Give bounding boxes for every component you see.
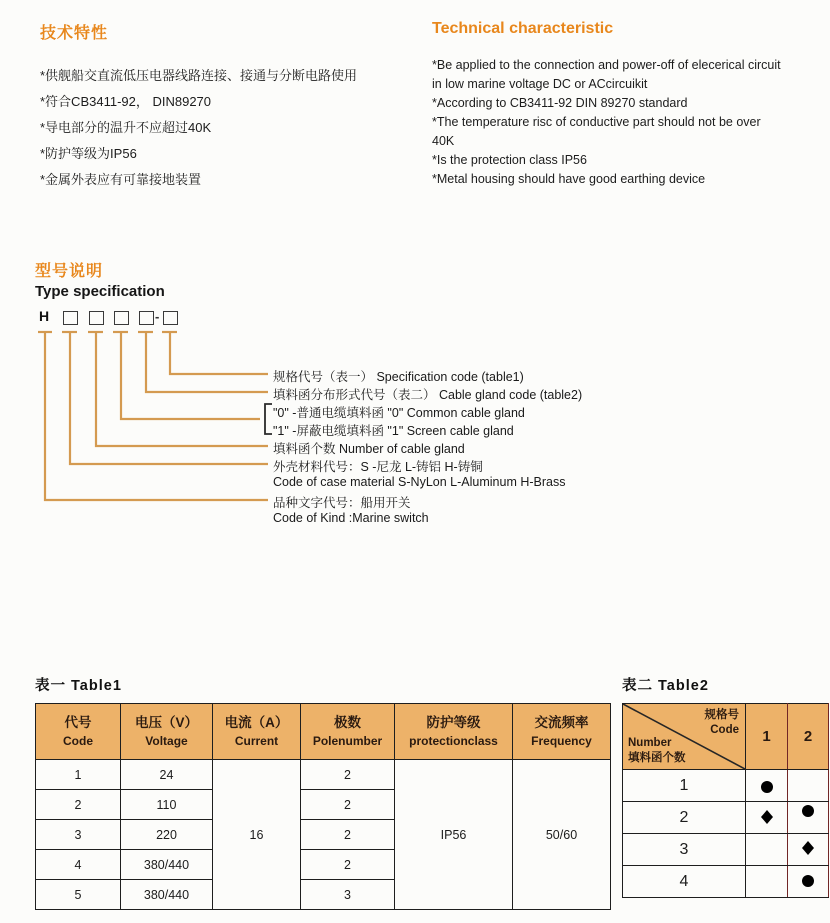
tech-en-lines — [432, 56, 817, 189]
cell-gland-symbol — [746, 834, 788, 866]
spec-label-case-material-cn: 外壳材料代号：S -尼龙 L-铸铝 H-铸铜 — [273, 460, 483, 474]
cell-frequency-merged: 50/60 — [513, 760, 611, 910]
spec-label-common-gland: "0" -普通电缆填料函 "0" Common cable gland — [273, 406, 525, 420]
tech-characteristics-en — [432, 20, 817, 189]
tech-en-line: in low marine voltage DC or ACcircuikit — [432, 77, 648, 91]
table2-row — [623, 770, 829, 802]
cell-code: 2 — [36, 790, 121, 820]
tech-en-line: *Is the protection class IP56 — [432, 153, 587, 167]
spec-label-screen-gland: "1" -屏蔽电缆填料函 "1" Screen cable gland — [273, 424, 514, 438]
cell-poles: 3 — [301, 880, 395, 910]
cell-poles: 2 — [301, 760, 395, 790]
table2-title: 表二 Table2 — [622, 678, 709, 694]
cell-voltage: 380/440 — [121, 880, 213, 910]
table1-row — [36, 760, 611, 790]
table2-row — [623, 802, 829, 834]
tech-characteristics-cn — [40, 20, 420, 193]
gland-circle-double-bottom-icon — [797, 803, 819, 832]
table2-corner-cell — [623, 704, 746, 770]
tech-en-line: *The temperature risc of conductive part should not be over — [432, 115, 761, 129]
table2-row — [623, 866, 829, 898]
model-code-dash: - — [155, 309, 160, 324]
table1-header-voltage: 电压（V） Voltage — [121, 704, 213, 760]
tech-en-line: 40K — [432, 134, 455, 148]
cell-voltage: 24 — [121, 760, 213, 790]
table2-corner-bottom-left: Number 填料函个数 — [628, 737, 686, 765]
cell-code: 4 — [36, 850, 121, 880]
cell-poles: 2 — [301, 790, 395, 820]
cell-gland-number: 2 — [623, 802, 746, 834]
cell-poles: 2 — [301, 850, 395, 880]
cell-gland-symbol — [746, 866, 788, 898]
table1-header-current: 电流（A） Current — [213, 704, 301, 760]
cell-poles: 2 — [301, 820, 395, 850]
tech-cn-list — [40, 63, 420, 193]
gland-diamond-double-bottom-icon — [797, 835, 819, 864]
spec-label-cable-gland-code: 填料函分布形式代号（表二） Cable gland code (table2) — [273, 388, 583, 402]
spec-label-kind-en: Code of Kind :Marine switch — [273, 511, 429, 525]
cell-gland-symbol — [788, 834, 829, 866]
cell-gland-number: 3 — [623, 834, 746, 866]
model-code-box-3 — [114, 311, 129, 325]
tech-cn-item: *导电部分的温升不应超过40K — [40, 120, 212, 135]
cell-current-merged: 16 — [213, 760, 301, 910]
cell-gland-symbol — [788, 866, 829, 898]
tech-cn-title: 技术特性 — [40, 25, 109, 42]
table2-corner-top-right: 规格号 Code — [704, 709, 739, 736]
cell-protection-merged: IP56 — [395, 760, 513, 910]
cell-gland-number: 4 — [623, 866, 746, 898]
type-spec-title-en: Type specification — [35, 283, 165, 300]
spec-label-gland-number: 填料函个数 Number of cable gland — [273, 442, 465, 456]
cell-code: 3 — [36, 820, 121, 850]
model-code-box-4 — [139, 311, 154, 325]
table1-header-row — [36, 704, 611, 760]
cell-voltage: 220 — [121, 820, 213, 850]
model-prefix: H — [39, 308, 50, 324]
model-code-box-2 — [89, 311, 104, 325]
cell-voltage: 380/440 — [121, 850, 213, 880]
model-code-box-1 — [63, 311, 78, 325]
cell-gland-symbol — [746, 802, 788, 834]
cell-code: 1 — [36, 760, 121, 790]
table2 — [622, 703, 829, 898]
cell-code: 5 — [36, 880, 121, 910]
table1-header-polenumber: 极数 Polenumber — [301, 704, 395, 760]
tech-cn-item: *防护等级为IP56 — [40, 146, 137, 161]
tech-cn-item: *金属外表应有可靠接地装置 — [40, 172, 202, 187]
table2-header-col1: 1 — [746, 704, 788, 770]
tech-en-title: Technical characteristic — [432, 20, 614, 37]
cell-gland-symbol — [746, 770, 788, 802]
spec-label-kind-cn: 品种文字代号：船用开关 — [273, 496, 411, 510]
cell-voltage: 110 — [121, 790, 213, 820]
spec-label-case-material-en: Code of case material S-NyLon L-Aluminum H-Brass — [273, 475, 566, 489]
table2-header-row — [623, 704, 829, 770]
tech-en-line: *According to CB3411-92 DIN 89270 standard — [432, 96, 688, 110]
tech-en-line: *Be applied to the connection and power-off of elecerical circuit — [432, 58, 781, 72]
table1-title: 表一 Table1 — [35, 678, 122, 694]
type-spec-title-cn: 型号说明 — [35, 263, 104, 280]
table1-header-code: 代号 Code — [36, 704, 121, 760]
gland-diamond-stem-both-icon — [756, 803, 778, 832]
tech-cn-item: *符合CB3411-92， DIN89270 — [40, 94, 212, 109]
bracket-glyph — [265, 404, 272, 434]
tech-cn-item: *供舰船交直流低压电器线路连接、接通与分断电路使用 — [40, 68, 358, 83]
table2-row — [623, 834, 829, 866]
cell-gland-symbol — [788, 802, 829, 834]
cell-gland-symbol — [788, 770, 829, 802]
table2-header-col2: 2 — [788, 704, 829, 770]
gland-circle-double-both-icon — [797, 867, 819, 896]
cell-gland-number: 1 — [623, 770, 746, 802]
tech-en-line: *Metal housing should have good earthing device — [432, 172, 706, 186]
model-code-box-5 — [163, 311, 178, 325]
table1-header-frequency: 交流频率 Frequency — [513, 704, 611, 760]
table1 — [35, 703, 611, 910]
spec-label-specification-code: 规格代号（表一） Specification code (table1) — [273, 370, 524, 384]
gland-circle-stem-top-icon — [756, 771, 778, 800]
table1-header-protection: 防护等级 protectionclass — [395, 704, 513, 760]
